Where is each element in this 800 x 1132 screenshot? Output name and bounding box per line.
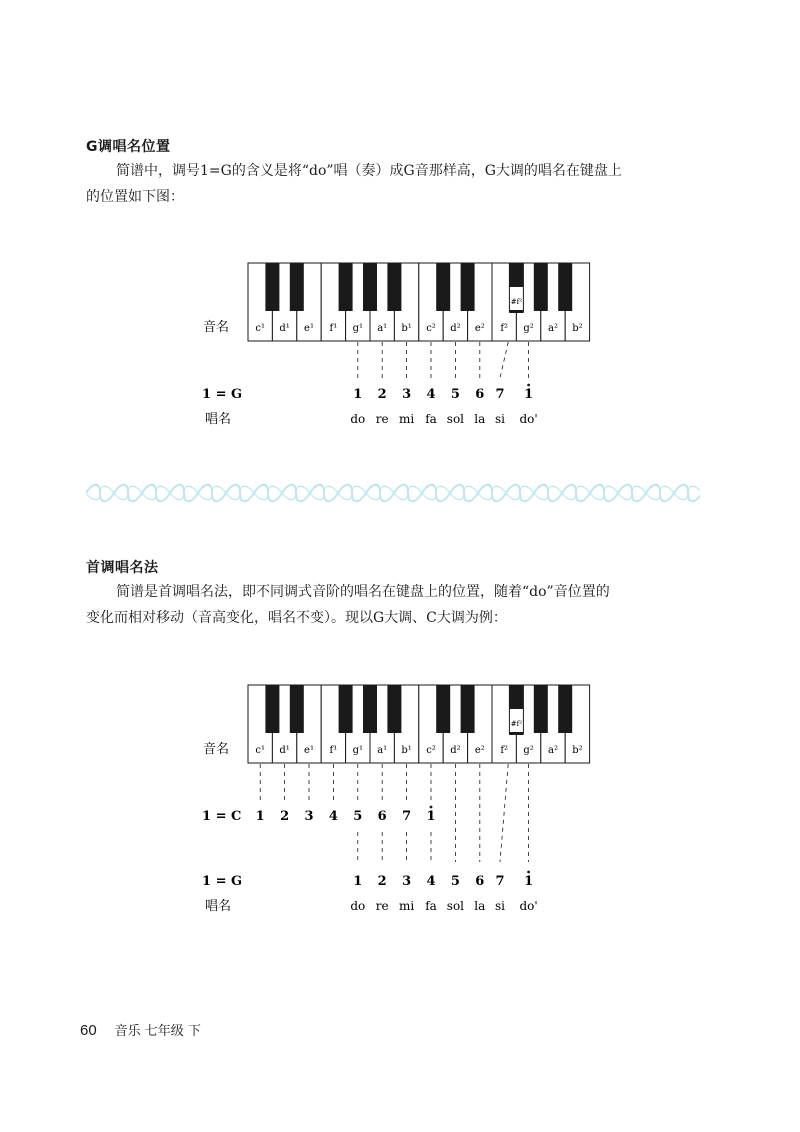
solfege-syllable: sol (446, 899, 465, 913)
jianpu-number: 7 (495, 874, 505, 889)
solfege-syllable: la (474, 412, 486, 426)
jianpu-number: 4 (426, 387, 436, 402)
jianpu-number: 1 (255, 809, 265, 824)
jianpu-number: 1 (426, 809, 436, 824)
black-key (339, 685, 353, 733)
white-key-name: c² (426, 323, 436, 334)
jianpu-number: 5 (450, 874, 460, 889)
solfege-syllable: mi (398, 412, 415, 426)
white-key-name: c¹ (255, 323, 266, 334)
solfege-syllable: fa (425, 412, 437, 426)
white-key-name: f² (500, 745, 509, 756)
row-label-note-names: 音名 (203, 742, 230, 757)
white-key-name: g² (523, 745, 534, 756)
solfege-syllable: la (474, 899, 486, 913)
solfege-syllable: sol (446, 412, 465, 426)
para-line: 变化而相对移动（音高变化，唱名不变）。现以G大调、C大调为例： (86, 610, 507, 626)
white-key-name: a² (548, 745, 558, 756)
black-key (290, 685, 304, 733)
white-key-name: c¹ (255, 745, 266, 756)
white-key-name: e² (474, 745, 485, 756)
solfege-syllable: re (375, 899, 389, 913)
jianpu-number: 1 (524, 387, 534, 402)
jianpu-number: 6 (475, 387, 485, 402)
solfege-syllable: si (495, 899, 505, 913)
black-key (558, 685, 572, 733)
black-key (461, 685, 475, 733)
white-key-name: c² (426, 745, 436, 756)
solfege-syllable: do (350, 412, 366, 426)
sharp-key-label: #f² (510, 298, 523, 306)
jianpu-number: 4 (426, 874, 436, 889)
row-label-solfege: 唱名 (205, 412, 232, 427)
white-key-name: g² (523, 323, 534, 334)
black-key (436, 685, 450, 733)
jianpu-number: 6 (377, 809, 387, 824)
jianpu-number: 5 (450, 387, 460, 402)
solfege-syllable: re (375, 412, 389, 426)
white-key-name: f¹ (329, 323, 338, 334)
white-key-name: b² (572, 745, 583, 756)
page-footer (80, 1020, 201, 1039)
jianpu-number: 3 (402, 387, 412, 402)
jianpu-number: 7 (495, 387, 505, 402)
white-key-name: b² (572, 323, 583, 334)
key-signature-label: 1 = G (202, 874, 243, 889)
white-key-name: g¹ (352, 323, 364, 334)
white-key-name: f¹ (329, 745, 338, 756)
black-key-bottom (509, 732, 523, 735)
para-line: 简谱中，调号1=G的含义是将“do”唱（奏）成G音那样高，G大调的唱名在键盘上 (116, 163, 622, 179)
para-line: 简谱是首调唱名法，即不同调式音阶的唱名在键盘上的位置，随着“do”音位置的 (116, 584, 610, 600)
dashed-guide (500, 764, 508, 862)
key-signature-label: 1 = G (202, 387, 243, 402)
white-key-name: b¹ (401, 323, 412, 334)
jianpu-number: 1 (353, 387, 363, 402)
jianpu-number: 6 (475, 874, 485, 889)
jianpu-number: 3 (402, 874, 412, 889)
black-key (265, 685, 279, 733)
white-key-name: g¹ (352, 745, 364, 756)
para-line: 的位置如下图： (86, 189, 184, 205)
sharp-key-label: #f² (510, 720, 523, 728)
white-key-name: e² (474, 323, 485, 334)
white-key-name: a² (548, 323, 558, 334)
white-key-name: d¹ (279, 745, 290, 756)
solfege-syllable: mi (398, 899, 415, 913)
section-heading-g-key: G调唱名位置 (86, 139, 171, 155)
black-key (363, 685, 377, 733)
white-key-name: d² (450, 745, 461, 756)
black-key (534, 685, 548, 733)
solfege-syllable: fa (425, 899, 437, 913)
book-title: 音乐 七年级 下 (114, 1024, 201, 1039)
jianpu-number: 5 (353, 809, 363, 824)
black-key (387, 685, 401, 733)
high-octave-dot (430, 806, 433, 809)
row-label-note-names: 音名 (203, 320, 230, 335)
row-label-solfege: 唱名 (205, 899, 232, 914)
white-key-name: d¹ (279, 323, 290, 334)
page-number: 60 (80, 1022, 97, 1039)
section-heading-movable-do: 首调唱名法 (86, 560, 159, 576)
white-key-name: d² (450, 323, 461, 334)
white-key-name: a¹ (377, 323, 388, 334)
jianpu-number: 3 (304, 809, 314, 824)
high-octave-dot (527, 871, 530, 874)
piano-keyboard (203, 685, 590, 763)
jianpu-number: 1 (353, 874, 363, 889)
white-key-name: f² (500, 323, 509, 334)
black-key-top (509, 685, 523, 709)
jianpu-number: 7 (402, 809, 412, 824)
white-key-name: b¹ (401, 745, 412, 756)
white-key-name: a¹ (377, 745, 388, 756)
jianpu-number: 2 (377, 387, 387, 402)
white-key-name: e¹ (304, 745, 314, 756)
solfege-syllable: si (495, 412, 505, 426)
jianpu-number: 4 (328, 809, 338, 824)
jianpu-number: 1 (524, 874, 534, 889)
solfege-syllable: do' (519, 899, 538, 913)
solfege-syllable: do' (519, 412, 538, 426)
jianpu-number: 2 (377, 874, 387, 889)
key-signature-label: 1 = C (202, 809, 242, 824)
jianpu-number: 2 (280, 809, 290, 824)
solfege-syllable: do (350, 899, 366, 913)
white-key-name: e¹ (304, 323, 314, 334)
